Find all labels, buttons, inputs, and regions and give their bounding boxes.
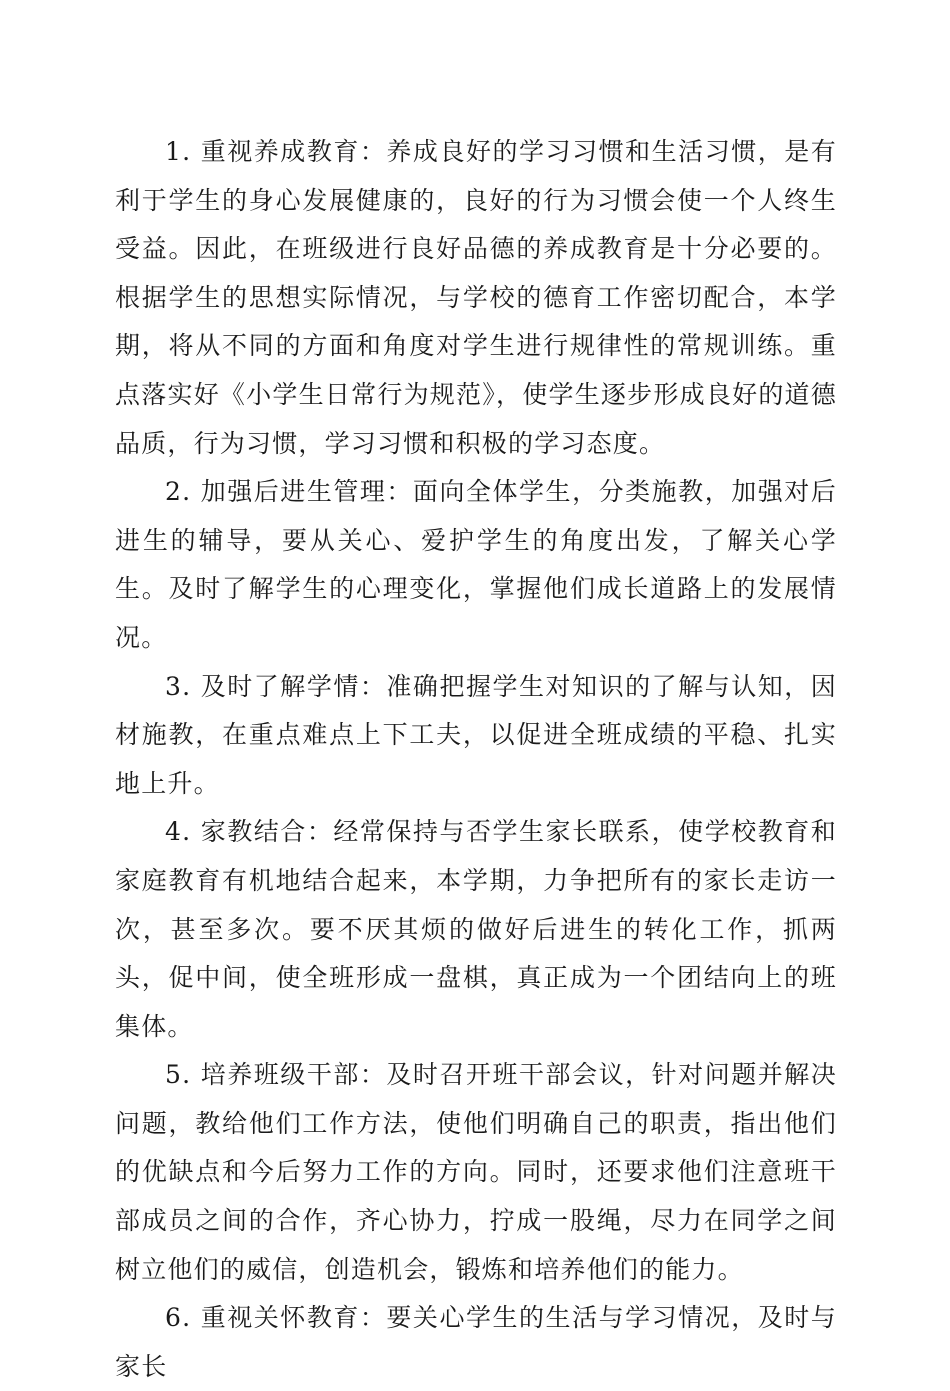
document-body bbox=[115, 128, 837, 1391]
paragraph-underachiever-management: 2. 加强后进生管理：面向全体学生，分类施教，加强对后进生的辅导，要从关心、爱护学生的角度出发，了解关心学生。及时了解学生的心理变化，掌握他们成长道路上的发展情况。 bbox=[115, 477, 837, 652]
paragraph-care-education: 6. 重视关怀教育：要关心学生的生活与学习情况，及时与家长 bbox=[115, 1303, 837, 1381]
paragraph-home-school: 4. 家教结合：经常保持与否学生家长联系，使学校教育和家庭教育有机地结合起来，本学期，力争把所有的家长走访一次，甚至多次。要不厌其烦的做好后进生的转化工作，抓两头，促中间，使全班形成一盘棋，真正成为一个团结向上的班集体。 bbox=[115, 817, 837, 1041]
paragraph-learning-status: 3. 及时了解学情：准确把握学生对知识的了解与认知，因材施教，在重点难点上下工夫，以促进全班成绩的平稳、扎实地上升。 bbox=[115, 671, 837, 798]
paragraph-class-cadres: 5. 培养班级干部：及时召开班干部会议，针对问题并解决问题，教给他们工作方法，使他们明确自己的职责，指出他们的优缺点和今后努力工作的方向。同时，还要求他们注意班干部成员之间的合作，齐心协力，拧成一股绳，尽力在同学之间树立他们的威信，创造机会，锻炼和培养他们的能力。 bbox=[115, 1060, 837, 1284]
paragraph-habit-education: 1. 重视养成教育：养成良好的学习习惯和生活习惯，是有利于学生的身心发展健康的，良好的行为习惯会使一个人终生受益。因此，在班级进行良好品德的养成教育是十分必要的。根据学生的思想实际情况，与学校的德育工作密切配合，本学期，将从不同的方面和角度对学生进行规律性的常规训练。重点落实好《小学生日常行为规范》，使学生逐步形成良好的道德品质，行为习惯，学习习惯和积极的学习态度。 bbox=[115, 137, 837, 458]
